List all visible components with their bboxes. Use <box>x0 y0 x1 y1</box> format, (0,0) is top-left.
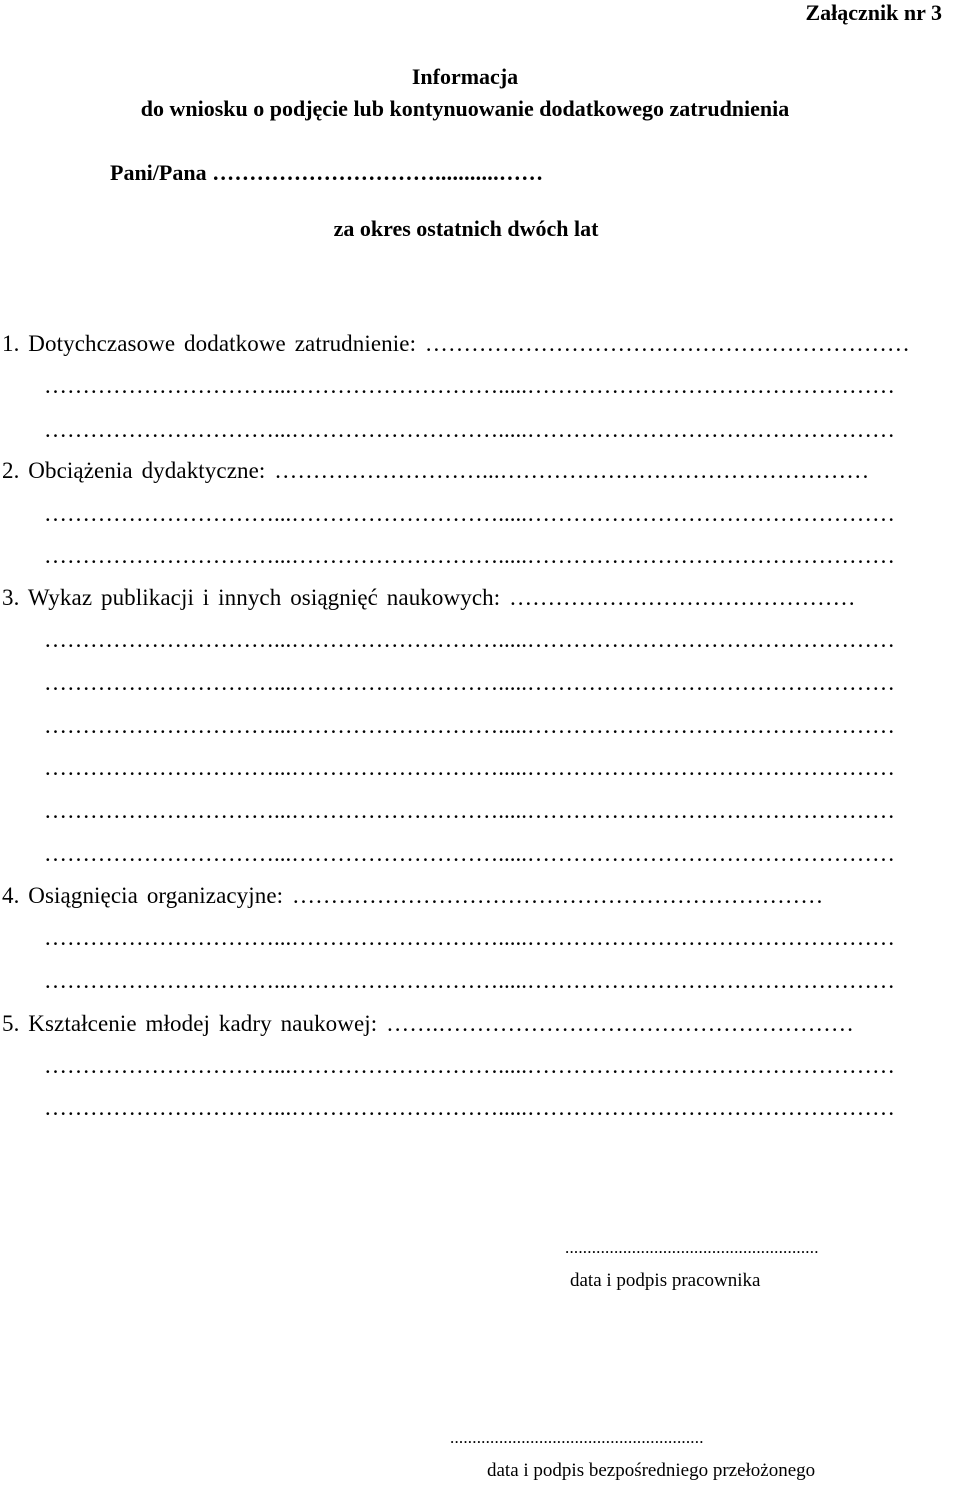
section-2-heading: 2. Obciążenia dydaktyczne: ………………………...………………………………………… <box>2 458 870 483</box>
annex-label: Załącznik nr 3 <box>805 0 942 25</box>
section-5-heading: 5. Kształcenie młodej kadry naukowej: …….……………………………………………… <box>2 1011 854 1036</box>
section-3-field-line[interactable]: …………………………...……………………….....………………………………………… <box>44 755 895 780</box>
employee-signature-label: data i podpis pracownika <box>570 1270 761 1291</box>
employee-signature-field[interactable]: ......................................................... <box>565 1238 819 1257</box>
section-3-field-line[interactable]: …………………………...……………………….....………………………………………… <box>44 798 895 823</box>
section-4-field-line[interactable]: …………………………...……………………….....………………………………………… <box>44 968 895 993</box>
section-1-heading: 1. Dotychczasowe dodatkowe zatrudnienie: ……………………………………………………… <box>2 331 911 356</box>
section-4-heading: 4. Osiągnięcia organizacyjne: …………………………………………………………… <box>2 883 824 908</box>
section-2-field-line[interactable]: …………………………...……………………….....………………………………………… <box>44 501 895 526</box>
person-line <box>110 160 543 186</box>
supervisor-signature-label: data i podpis bezpośredniego przełożonego <box>487 1460 816 1481</box>
section-1-field-line[interactable]: …………………………...……………………….....………………………………………… <box>44 373 895 398</box>
section-1-field-line[interactable]: …………………………...……………………….....………………………………………… <box>44 417 895 442</box>
section-3-field-line[interactable]: …………………………...……………………….....………………………………………… <box>44 713 895 738</box>
section-3-field-line[interactable]: …………………………...……………………….....………………………………………… <box>44 627 895 652</box>
section-5-field-line[interactable]: …………………………...……………………….....………………………………………… <box>44 1053 895 1078</box>
section-3-field-line[interactable]: …………………………...……………………….....………………………………………… <box>44 841 895 866</box>
person-label: Pani/Pana <box>110 160 207 185</box>
section-3-heading: 3. Wykaz publikacji i innych osiągnięć naukowych: ……………………………………… <box>2 585 856 610</box>
section-5-field-line[interactable]: …………………………...……………………….....………………………………………… <box>44 1095 895 1120</box>
document-subtitle: do wniosku o podjęcie lub kontynuowanie dodatkowego zatrudnienia <box>140 96 790 121</box>
person-name-field[interactable]: …………………………...........…… <box>212 160 544 185</box>
section-3-field-line[interactable]: …………………………...……………………….....………………………………………… <box>44 670 895 695</box>
supervisor-signature-field[interactable]: ......................................................... <box>450 1428 704 1447</box>
document-title: Informacja <box>411 64 519 89</box>
section-4-field-line[interactable]: …………………………...……………………….....………………………………………… <box>44 925 895 950</box>
section-2-field-line[interactable]: …………………………...……………………….....………………………………………… <box>44 543 895 568</box>
period-label: za okres ostatnich dwóch lat <box>333 216 599 241</box>
